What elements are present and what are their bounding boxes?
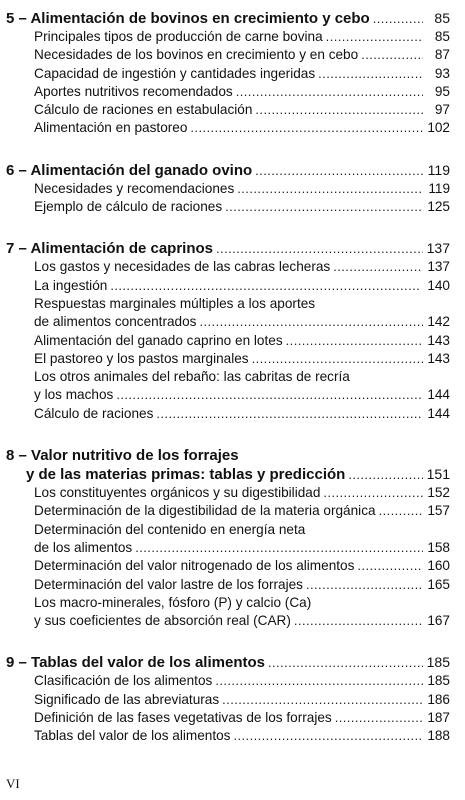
dot-leader [255, 161, 423, 180]
chapter-page: 85 [434, 10, 450, 26]
chapter-6 [0, 161, 465, 217]
entry-title: de alimentos concentrados [34, 314, 197, 330]
entry-title: Alimentación en pastoreo [34, 120, 188, 136]
entry-page: 144 [427, 405, 450, 421]
entry-title: Principales tipos de producción de carne bovina [34, 29, 323, 44]
entry-title: Capacidad de ingestión y cantidades ingeridas [34, 65, 316, 81]
dot-leader [326, 28, 423, 46]
chapter-9 [0, 653, 465, 745]
toc-entry [0, 46, 465, 64]
entry-page: 125 [427, 199, 450, 215]
dot-leader [252, 350, 423, 368]
chapter-7 [0, 239, 465, 423]
entry-title-line1: Los macro-minerales, fósforo (P) y calcio (Ca) [34, 594, 312, 610]
entry-page: 142 [427, 314, 450, 330]
entry-title: Determinación de la digestibilidad de la materia orgánica [34, 503, 376, 519]
toc-entry [0, 691, 465, 709]
toc-entry [0, 612, 465, 630]
dot-leader [306, 576, 423, 594]
toc-entry [0, 576, 465, 594]
dot-leader [215, 672, 423, 690]
entry-title: Los gastos y necesidades de las cabras lecheras [34, 259, 331, 275]
dot-leader [233, 727, 423, 745]
dot-leader [110, 277, 423, 295]
chapter-5 [0, 0, 465, 138]
entry-page: 95 [434, 83, 450, 99]
entry-title: Aportes nutritivos recomendados [34, 83, 233, 99]
entry-title: Los constituyentes orgánicos y su digestibilidad [34, 485, 321, 501]
toc-entry [0, 709, 465, 727]
dot-leader [190, 119, 423, 137]
chapter-title: 9 – Tablas del valor de los alimentos [6, 654, 265, 672]
chapter-title: 5 – Alimentación de bovinos en crecimiento y cebo [6, 10, 370, 27]
toc-entry [0, 557, 465, 575]
toc-entry [0, 180, 465, 198]
chapter-title: 6 – Alimentación del ganado ovino [6, 161, 253, 179]
toc-entry [0, 277, 465, 295]
toc-entry [0, 672, 465, 690]
entry-title-line1: Los otros animales del rebaño: las cabritas de recría [34, 369, 350, 385]
toc-entry [0, 350, 465, 368]
entry-page: 157 [427, 503, 450, 519]
entry-title: Alimentación del ganado caprino en lotes [34, 332, 283, 348]
toc-entry [0, 484, 465, 502]
entry-title: Necesidades de los bovinos en crecimiento y en cebo [34, 47, 359, 63]
entry-title-line1: Respuestas marginales múltiples a los aportes [34, 295, 316, 311]
chapter-heading [0, 9, 465, 28]
entry-page: 87 [434, 47, 450, 63]
page-number: VI [6, 776, 20, 791]
chapter-page: 119 [427, 161, 450, 178]
dot-leader [318, 65, 423, 83]
chapter-page: 151 [426, 466, 450, 483]
chapter-8 [0, 446, 465, 630]
toc-entry [0, 101, 465, 119]
entry-page: 158 [427, 539, 450, 555]
toc-entry [0, 313, 465, 331]
dot-leader [323, 484, 423, 502]
entry-title: La ingestión [34, 277, 108, 293]
entry-page: 160 [427, 558, 450, 574]
toc-entry [0, 332, 465, 350]
entry-title: Ejemplo de cálculo de raciones [34, 199, 223, 215]
toc-entry-multiline [0, 368, 465, 405]
entry-title: y los machos [34, 387, 114, 403]
dot-leader [294, 612, 423, 630]
dot-leader [357, 557, 423, 575]
chapter-page: 185 [426, 654, 450, 671]
toc-entry-multiline [0, 295, 465, 332]
chapter-page: 137 [426, 240, 450, 257]
entry-page: 144 [427, 387, 450, 403]
toc-entry [0, 405, 465, 423]
entry-title: Cálculo de raciones [34, 405, 154, 421]
chapter-heading [0, 161, 465, 180]
entry-page: 97 [434, 102, 450, 118]
dot-leader [236, 83, 423, 101]
entry-title: y sus coeficientes de absorción real (CAR) [34, 613, 291, 629]
toc-entry-multiline [0, 521, 465, 558]
dot-leader [135, 539, 423, 557]
entry-page: 137 [427, 259, 450, 275]
entry-page: 140 [427, 277, 450, 293]
entry-page: 143 [427, 332, 450, 348]
entry-title: de los alimentos [34, 539, 133, 555]
entry-page: 188 [427, 728, 450, 744]
dot-leader [348, 465, 423, 484]
entry-page: 167 [427, 613, 450, 629]
entry-title: Definición de las fases vegetativas de los forrajes [34, 710, 332, 726]
entry-page: 143 [427, 350, 450, 366]
toc-entry [0, 258, 465, 276]
chapter-heading [0, 465, 465, 484]
dot-leader [286, 332, 423, 350]
entry-page: 185 [427, 673, 450, 689]
toc-entry [0, 28, 465, 46]
entry-page: 165 [427, 576, 450, 592]
entry-title: Significado de las abreviaturas [34, 691, 220, 707]
entry-title: Determinación del valor nitrogenado de los alimentos [34, 558, 355, 574]
chapter-title: y de las materias primas: tablas y predicción [26, 466, 346, 484]
entry-title: Cálculo de raciones en estabulación [34, 102, 253, 118]
dot-leader [379, 502, 423, 520]
dot-leader [268, 653, 423, 672]
toc-entry [0, 727, 465, 745]
toc-entry [0, 386, 465, 404]
toc-entry-multiline [0, 594, 465, 631]
entry-title-line1: Determinación del contenido en energía neta [34, 521, 306, 537]
entry-page: 186 [427, 691, 450, 707]
toc-entry [0, 539, 465, 557]
chapter-title: 7 – Alimentación de caprinos [6, 240, 214, 258]
dot-leader [156, 405, 423, 423]
entry-page: 102 [427, 120, 450, 136]
dot-leader [199, 313, 423, 331]
entry-title: Clasificación de los alimentos [34, 673, 213, 689]
toc-entry [0, 502, 465, 520]
entry-page: 187 [427, 710, 450, 726]
entry-page: 93 [434, 65, 450, 81]
entry-title: Tablas del valor de los alimentos [34, 728, 231, 744]
chapter-heading [0, 653, 465, 672]
dot-leader [222, 691, 423, 709]
dot-leader [373, 9, 423, 28]
dot-leader [116, 386, 423, 404]
dot-leader [225, 198, 423, 216]
dot-leader [237, 180, 423, 198]
entry-title: El pastoreo y los pastos marginales [34, 350, 249, 366]
toc-entry [0, 65, 465, 83]
dot-leader [255, 101, 423, 119]
toc-entry [0, 198, 465, 216]
dot-leader [216, 239, 423, 258]
entry-page: 119 [428, 180, 450, 196]
toc-entry [0, 83, 465, 101]
toc-entry [0, 119, 465, 137]
entry-page: 85 [434, 29, 450, 44]
entry-title: Necesidades y recomendaciones [34, 180, 235, 196]
chapter-title-line1: 8 – Valor nutritivo de los forrajes [6, 447, 239, 465]
chapter-heading [0, 239, 465, 258]
dot-leader [361, 46, 423, 64]
dot-leader [335, 709, 423, 727]
entry-page: 152 [427, 485, 450, 501]
entry-title: Determinación del valor lastre de los forrajes [34, 576, 303, 592]
dot-leader [333, 258, 423, 276]
